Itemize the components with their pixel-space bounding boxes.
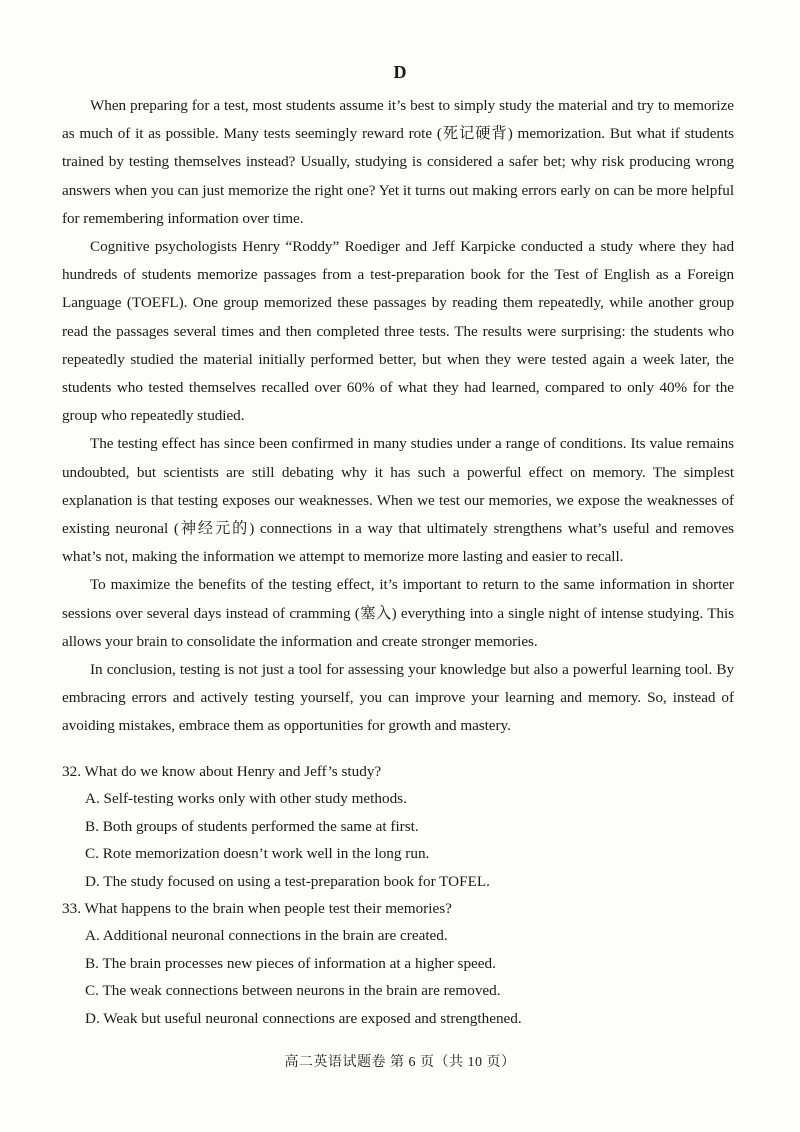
passage-paragraph-1: When preparing for a test, most students assume it’s best to simply study the material and try to memorize as much of it as possible. Many tests seemingly reward rote (死记硬背) memorization. But what if students trained by testing themselves instead? Usually, studying is considered a safer bet; why risk producing wrong answers when you can just memorize the right one? Yet it turns out making errors early on can be more helpful for remembering information over time. [62, 97, 734, 227]
question-stem: 33. What happens to the brain when people test their memories? [62, 900, 452, 918]
passage-paragraph-4: To maximize the benefits of the testing effect, it’s important to return to the same information in shorter sessions over several days instead of cramming (塞入) everything into a single night of intense studying. This allows your brain to consolidate the information and create stronger memories. [62, 576, 734, 650]
question-33 [62, 895, 734, 1032]
question-list [62, 758, 734, 1032]
question-stem: 32. What do we know about Henry and Jeff’s study? [62, 763, 382, 780]
passage-paragraph-2: Cognitive psychologists Henry “Roddy” Roediger and Jeff Karpicke conducted a study where they had hundreds of students memorize passages from a test-preparation book for the Test of English as a Foreign Language (TOEFL). One group memorized these passages by reading them repeatedly, while another group read the passages several times and then completed three tests. The results were surprising: the students who repeatedly studied the material initially performed better, but when they were tested again a week later, the students who tested themselves recalled over 60% of what they had learned, compared to only 40% for the group who repeatedly studied. [62, 238, 734, 425]
page-footer: 高二英语试题卷 第 6 页（共 10 页） [284, 1055, 516, 1070]
option-c: C. The weak connections between neurons in the brain are removed. [85, 982, 501, 1000]
option-a: A. Additional neuronal connections in the brain are created. [85, 927, 448, 945]
option-list [62, 785, 734, 895]
option-d: D. The study focused on using a test-preparation book for TOFEL. [85, 872, 490, 890]
option-a: A. Self-testing works only with other study methods. [85, 790, 407, 808]
question-32 [62, 758, 734, 895]
passage-paragraph-3: The testing effect has since been confirmed in many studies under a range of conditions. Its value remains undoubted, but scientists are still debating why it has such a powerful effect on memory. The simplest explanation is that testing exposes our weaknesses. When we test our memories, we expose the weaknesses of existing neuronal (神经元的) connections in a way that ultimately strengthens what’s useful and removes what’s not, making the information we attempt to memorize more lasting and easier to recall. [62, 435, 734, 566]
option-d: D. Weak but useful neuronal connections are exposed and strengthened. [85, 1009, 522, 1027]
section-title: D [393, 62, 407, 82]
reading-passage [62, 92, 734, 741]
option-b: B. The brain processes new pieces of information at a higher speed. [85, 954, 496, 972]
option-list [62, 922, 734, 1032]
option-b: B. Both groups of students performed the same at first. [85, 817, 419, 835]
option-c: C. Rote memorization doesn’t work well in the long run. [85, 845, 430, 863]
passage-paragraph-5: In conclusion, testing is not just a tool for assessing your knowledge but also a powerful learning tool. By embracing errors and actively testing yourself, you can improve your learning and memory. So, instead of avoiding mistakes, embrace them as opportunities for growth and mastery. [62, 661, 734, 735]
